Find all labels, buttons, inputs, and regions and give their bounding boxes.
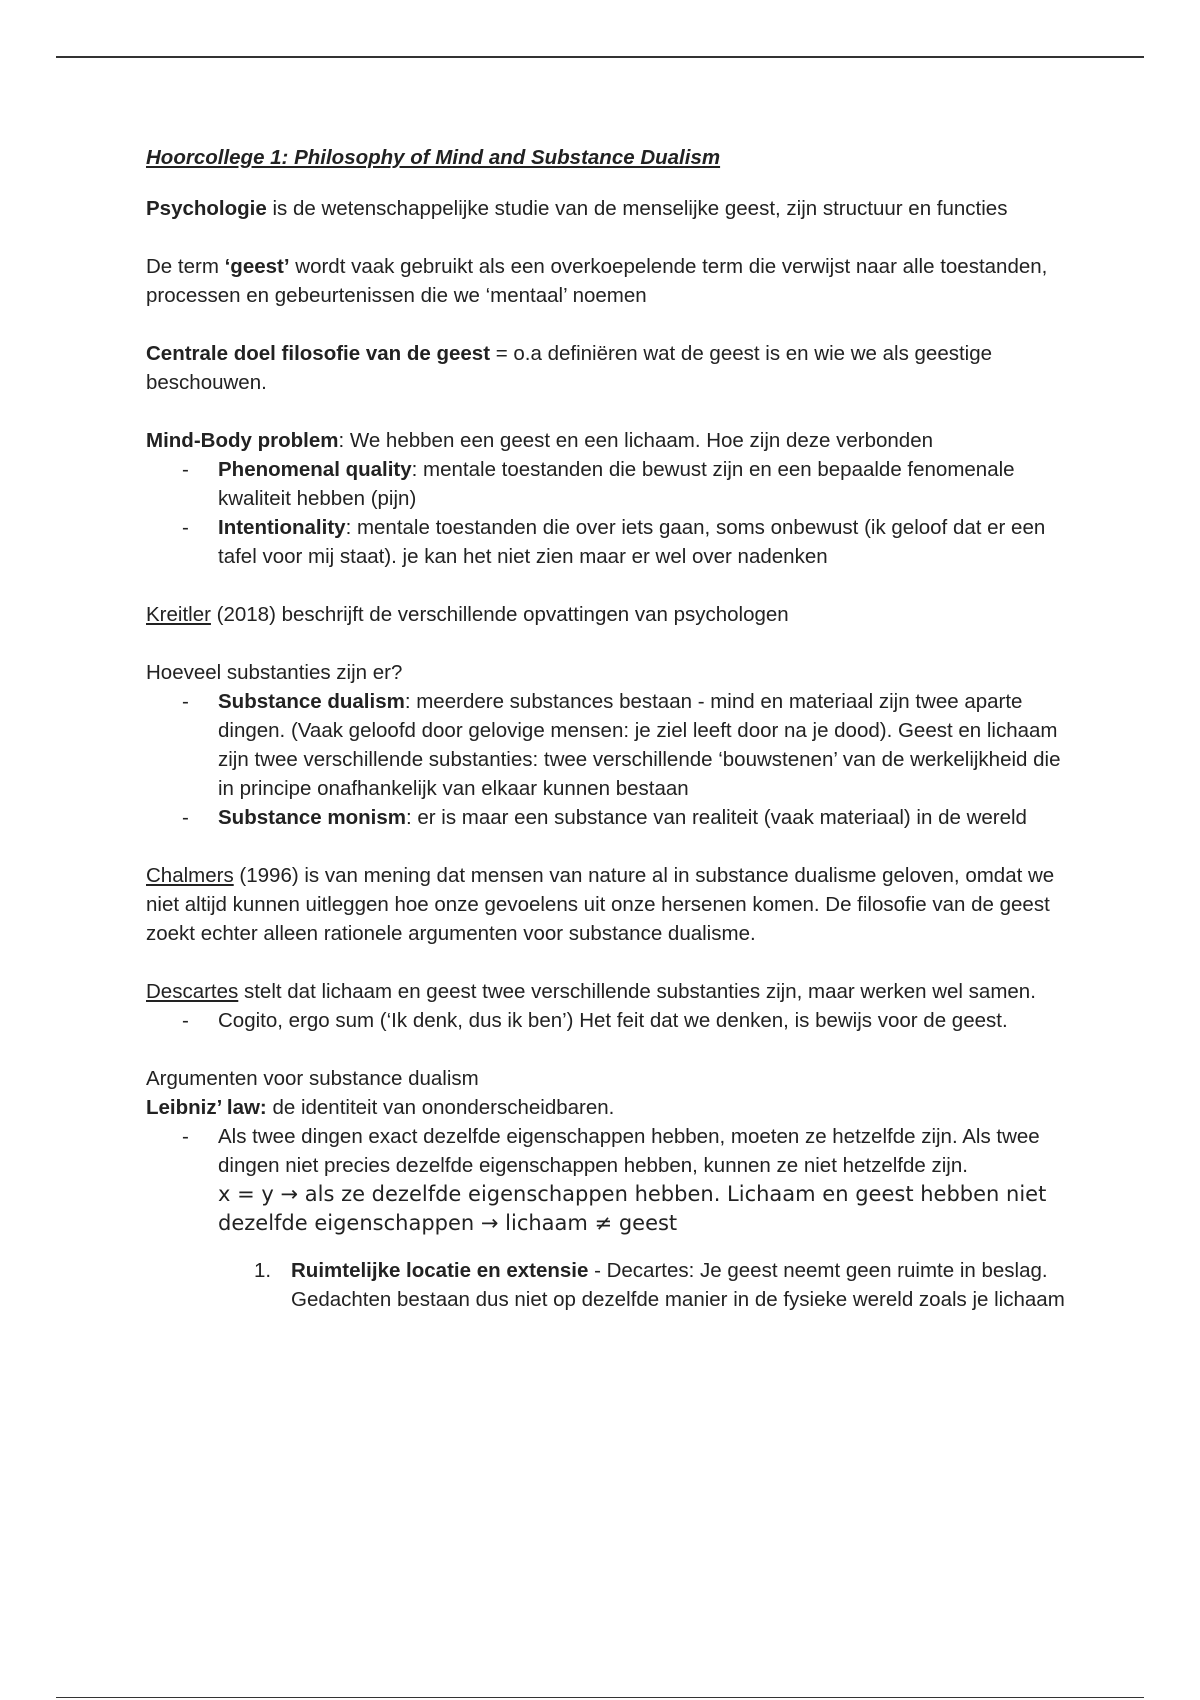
list-item-text: - Als twee dingen exact dezelfde eigenschappen hebben, moeten ze hetzelfde zijn. Als twee dingen niet precies dezelfde eigenschappen hebben, kunnen ze niet hetzelfde zijn. bbox=[218, 1125, 1040, 1177]
author-descartes: Descartes bbox=[146, 980, 239, 1003]
paragraph-text: stelt dat lichaam en geest twee verschillende substanties zijn, maar werken wel samen. bbox=[238, 980, 1036, 1003]
page-title: Hoorcollege 1: Philosophy of Mind and Substance Dualism bbox=[146, 146, 721, 169]
list-item bbox=[146, 803, 1066, 832]
term-ruimtelijke-locatie: Ruimtelijke locatie en extensie bbox=[291, 1259, 589, 1282]
paragraph-text: (2018) beschrijft de verschillende opvattingen van psychologen bbox=[210, 603, 789, 626]
term-geest: ‘geest’ bbox=[224, 255, 290, 278]
document-body bbox=[146, 143, 1066, 1314]
list-item-text: : mentale toestanden die bewust zijn en een bepaalde fenomenale kwaliteit hebben (pijn) bbox=[218, 458, 1015, 510]
footer-rule bbox=[56, 1697, 1144, 1698]
list-item-text: : mentale toestanden die over iets gaan, soms onbewust (ik geloof dat er een tafel voor mij staat). je kan het niet zien maar er wel over nadenken bbox=[218, 516, 1046, 568]
mind-body-list bbox=[146, 455, 1066, 571]
term-substance-monism: Substance monism bbox=[218, 806, 406, 829]
term-mind-body: Mind-Body problem bbox=[146, 429, 339, 452]
paragraph-substanties: Hoeveel substanties zijn er? bbox=[146, 661, 403, 684]
paragraph-psychologie bbox=[146, 194, 1066, 223]
list-item bbox=[146, 455, 1066, 513]
paragraph-text: de identiteit van ononderscheidbaren. bbox=[266, 1096, 615, 1119]
paragraph-kreitler bbox=[146, 600, 1066, 629]
heading-argumenten: Argumenten voor substance dualism bbox=[146, 1067, 479, 1090]
numbered-list bbox=[146, 1256, 1066, 1314]
paragraph-text: is de wetenschappelijke studie van de menselijke geest, zijn structuur en functies bbox=[266, 197, 1008, 220]
list-item-text: - Decartes: Je geest neemt geen ruimte in beslag. Gedachten bestaan dus niet op dezelfde manier in de fysieke wereld zoals je lichaam bbox=[291, 1259, 1065, 1311]
formula-text: x = y → als ze dezelfde eigenschappen hebben. Lichaam en geest hebben niet dezelfde eigenschappen → lichaam ≠ geest bbox=[218, 1182, 1047, 1235]
leibniz-list bbox=[146, 1122, 1066, 1238]
paragraph-centrale-doel bbox=[146, 339, 1066, 397]
header-rule bbox=[56, 56, 1144, 58]
term-centrale-doel: Centrale doel filosofie van de geest bbox=[146, 342, 491, 365]
list-item-text: : meerdere substances bestaan - mind en materiaal zijn twee aparte dingen. (Vaak geloofd door gelovige mensen: je ziel leeft door na je dood). Geest en lichaam zijn twee verschillende substanties: twee verschillende ‘bouwstenen’ van de werkelijkheid die in principe onafhankelijk van elkaar kunnen bestaan bbox=[218, 690, 1061, 800]
paragraph-descartes bbox=[146, 977, 1066, 1006]
term-intentionality: Intentionality bbox=[218, 516, 346, 539]
paragraph-text: De term bbox=[146, 255, 225, 278]
list-item-text: : er is maar een substance van realiteit (vaak materiaal) in de wereld bbox=[405, 806, 1027, 829]
paragraph-leibniz bbox=[146, 1093, 1066, 1122]
author-kreitler: Kreitler bbox=[146, 603, 211, 626]
paragraph-text: : We hebben een geest en een lichaam. Hoe zijn deze verbonden bbox=[338, 429, 933, 452]
descartes-list bbox=[146, 1006, 1066, 1035]
paragraph-mind-body bbox=[146, 426, 1066, 455]
list-item: - Cogito, ergo sum (‘Ik denk, dus ik ben’) Het feit dat we denken, is bewijs voor de geest. bbox=[146, 1006, 1066, 1035]
numbered-item bbox=[146, 1256, 1066, 1314]
term-leibniz-law: Leibniz’ law: bbox=[146, 1096, 267, 1119]
substance-list bbox=[146, 687, 1066, 832]
term-substance-dualism: Substance dualism bbox=[218, 690, 405, 713]
list-item bbox=[146, 1122, 1066, 1238]
list-item bbox=[146, 513, 1066, 571]
paragraph-geest bbox=[146, 252, 1066, 310]
author-chalmers: Chalmers bbox=[146, 864, 234, 887]
paragraph-chalmers bbox=[146, 861, 1066, 948]
paragraph-text: (1996) is van mening dat mensen van nature al in substance dualisme geloven, omdat we niet altijd kunnen uitleggen hoe onze gevoelens uit onze hersenen komen. De filosofie van de geest zoekt echter alleen rationele argumenten voor substance dualisme. bbox=[146, 864, 1055, 945]
list-item bbox=[146, 687, 1066, 803]
term-phenomenal-quality: Phenomenal quality bbox=[218, 458, 412, 481]
term-psychologie: Psychologie bbox=[146, 197, 267, 220]
item-number: 1. bbox=[254, 1259, 272, 1282]
paragraph-text: wordt vaak gebruikt als een overkoepelende term die verwijst naar alle toestanden, processen en gebeurtenissen die we ‘mentaal’ noemen bbox=[146, 255, 1048, 307]
paragraph-text: = o.a definiëren wat de geest is en wie we als geestige beschouwen. bbox=[146, 342, 993, 394]
